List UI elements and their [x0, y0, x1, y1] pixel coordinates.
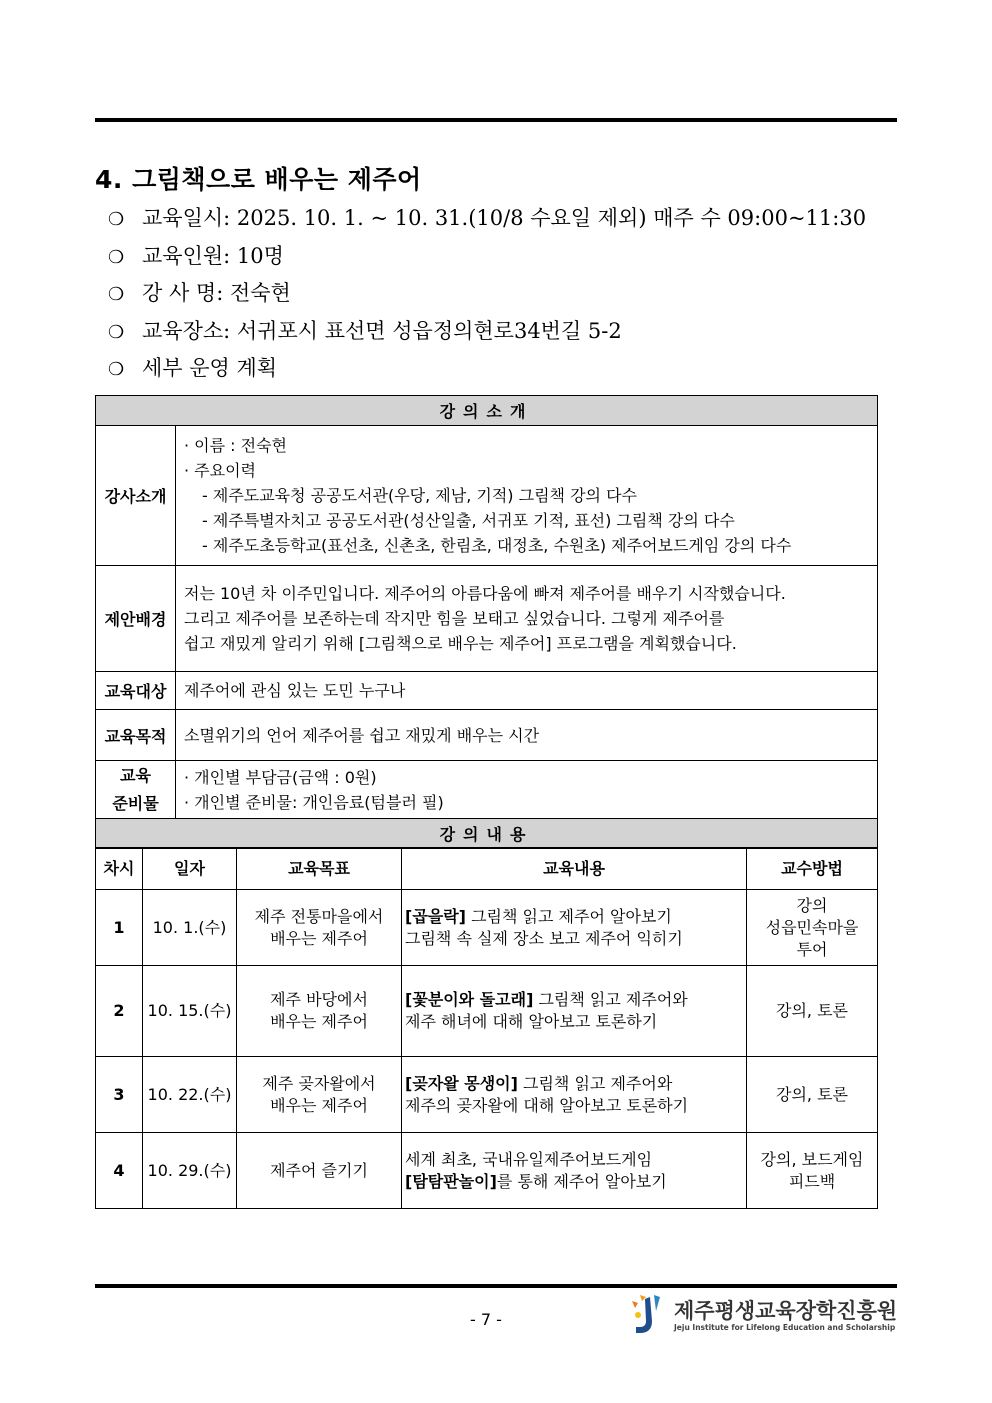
target-value: 제주어에 관심 있는 도민 누구나: [176, 672, 878, 710]
target-label: 교육대상: [96, 672, 176, 710]
col-header-date: 일자: [143, 848, 237, 890]
table-row: 1 10. 1.(수) 제주 전통마을에서 배우는 제주어 [곱을락] 그림책 읽고 제주어 알아보기 그림책 속 실제 장소 보고 제주어 익히기 강의 성읍민속마을 투어: [96, 890, 878, 966]
circle-bullet-icon: ❍: [108, 209, 125, 230]
instructor-label: 강사소개: [96, 426, 176, 566]
goal-value: 소멸위기의 언어 제주어를 쉽고 재밌게 배우는 시간: [176, 710, 878, 761]
org-name: 제주평생교육장학진흥원: [674, 1299, 898, 1323]
intro-table: [95, 395, 878, 849]
list-item: ❍ 교육일시: 2025. 10. 1. ~ 10. 31.(10/8 수요일 제외) 매주 수 09:00~11:30: [108, 200, 866, 238]
supplies-value: · 개인별 부담금(금액 : 0원) · 개인별 준비물: 개인음료(텀블러 필): [176, 761, 878, 819]
intro-table-header: 강의소개: [96, 396, 878, 426]
table-row: 3 10. 22.(수) 제주 곶자왈에서 배우는 제주어 [곶자왈 몽생이] 그림책 읽고 제주어와 제주의 곶자왈에 대해 알아보고 토론하기 강의, 토론: [96, 1057, 878, 1133]
col-header-session: 차시: [96, 848, 143, 890]
table-row: 4 10. 29.(수) 제주어 즐기기 세계 최초, 국내유일제주어보드게임 [탐탐판놀이]를 통해 제주어 알아보기 강의, 보드게임 피드백: [96, 1133, 878, 1209]
goal-label: 교육목적: [96, 710, 176, 761]
org-emblem-icon: [626, 1291, 670, 1337]
circle-bullet-icon: ❍: [108, 284, 125, 305]
org-logo: [626, 1291, 896, 1339]
list-item: ❍ 교육장소: 서귀포시 표선면 성읍정의현로34번길 5-2: [108, 313, 866, 351]
list-item: ❍ 강 사 명: 전숙현: [108, 275, 866, 313]
background-label: 제안배경: [96, 566, 176, 672]
schedule-table: [95, 847, 878, 1209]
instructor-info: · 이름 : 전숙현 · 주요이력 - 제주도교육청 공공도서관(우당, 제남, 기적) 그림책 강의 다수 - 제주특별자치고 공공도서관(성산일출, 서귀포 기적, 표선) 그림책 강의 다수 - 제주도초등학교(표선초, 신촌초, 한림초, 대정초, 수원초) 제주어보드게임 강의 다수: [176, 426, 878, 566]
top-rule: [95, 118, 897, 122]
list-item: ❍ 교육인원: 10명: [108, 238, 866, 276]
section-title: 4. 그림책으로 배우는 제주어: [95, 165, 422, 194]
list-item: ❍ 세부 운영 계획: [108, 350, 866, 388]
circle-bullet-icon: ❍: [108, 246, 125, 268]
org-name-en: Jeju Institute for Lifelong Education and Scholarship: [674, 1323, 896, 1332]
circle-bullet-icon: ❍: [108, 321, 125, 343]
page-number: - 7 -: [470, 1310, 502, 1329]
bullet-list: [108, 200, 866, 388]
col-header-goal: 교육목표: [237, 848, 402, 890]
col-header-content: 교육내용: [402, 848, 747, 890]
schedule-header: 강의내용: [96, 819, 878, 849]
supplies-label: 교육 준비물: [96, 761, 176, 819]
col-header-method: 교수방법: [747, 848, 878, 890]
circle-bullet-icon: ❍: [108, 359, 125, 380]
table-row: 2 10. 15.(수) 제주 바당에서 배우는 제주어 [꽃분이와 돌고래] 그림책 읽고 제주어와 제주 해녀에 대해 알아보고 토론하기 강의, 토론: [96, 966, 878, 1057]
bottom-rule: [95, 1284, 897, 1288]
background-text: 저는 10년 차 이주민입니다. 제주어의 아름다움에 빠져 제주어를 배우기 시작했습니다. 그리고 제주어를 보존하는데 작지만 힘을 보태고 싶었습니다. 그렇게 제주어를 쉽고 재밌게 알리기 위해 [그림책으로 배우는 제주어] 프로그램을 계획했습니다.: [176, 566, 878, 672]
